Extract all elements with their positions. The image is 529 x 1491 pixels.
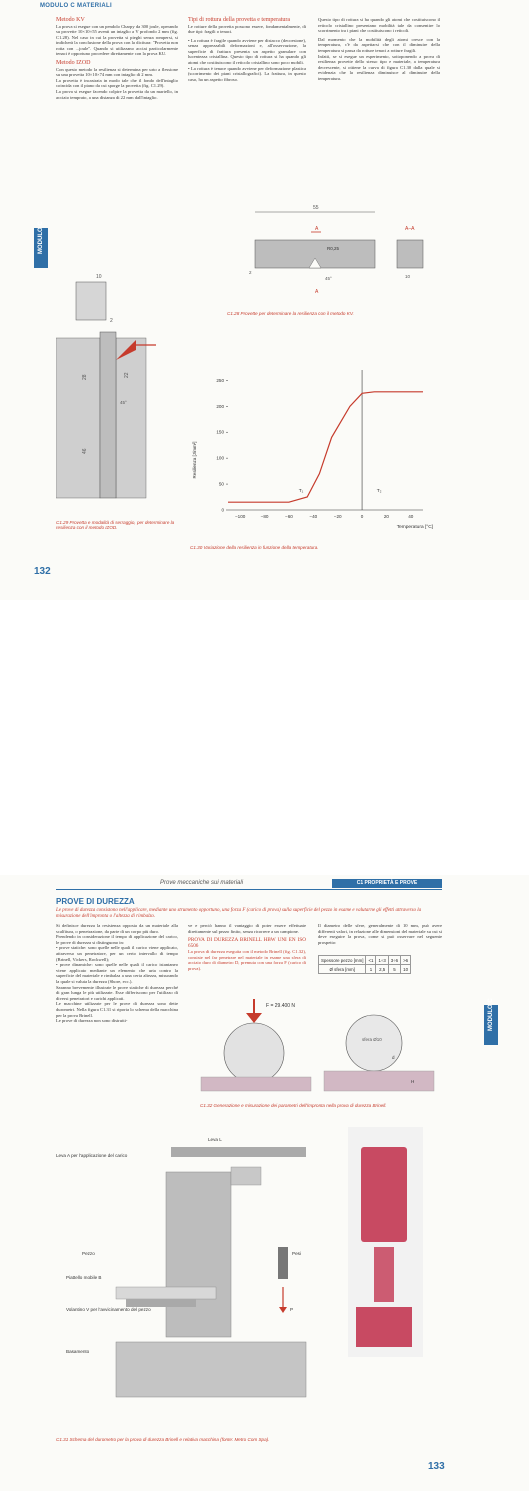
workpiece-right (324, 1071, 434, 1091)
izod-specimen (100, 332, 116, 498)
machine-photo (361, 1147, 407, 1242)
paragraph: Infatti, se si esegue un esperimento, sottoponendo a prova di resilienza provette dello stesso tipo e materiale, a temperatura decrescente, si ottiene la curva di figura C1.30 dalla quale si evidenzia che la resilienza diminuisce al diminuire della temperatura. (318, 53, 440, 81)
paragraph: Dal momento che la mobilità degli atomi cresce con la temperatura, c'è da aspettarsi che con il diminuire della temperatura si passa da rotture tenaci a rotture fragili. (318, 36, 440, 53)
dim-10: 10 (405, 274, 411, 279)
bullet-fragile: • La rottura è fragile quando avviene per distacco (decoesione), senza apprezzabili deformazioni e, all'osservazione, la superficie di frattura presenta un aspetto granulare con lucentezza cristallina. Questo tipo di rottura si ha quando gli atomi che costituiscono il reticolo cristallino sono poco mobili. (188, 37, 306, 66)
paragraph: La prova di durezza eseguita con il metodo Brinell (fig. C1.32), consiste nel far penetrare nel materiale in esame una sfera di acciaio duro di diametro D, premuta con una forza F (carico di prova). (188, 949, 306, 971)
caption-c1-32: C1.32 Generazione e misurazione dei parametri dell'impronta nella prova di durezza Brinell. (200, 1103, 387, 1108)
running-header: Prove meccaniche sui materiali (160, 880, 244, 886)
table-cell: >6 (401, 956, 411, 965)
label-p: P (290, 1307, 294, 1312)
figure-c1-32 (196, 995, 436, 1100)
y-tick-label: 150 (216, 429, 224, 435)
base (116, 1342, 306, 1397)
bullet-tenace: • La rottura è tenace quando avviene per deformazione plastica (scorrimento dei piani cristallografici). La frattura, in questo caso, ha un aspetto fibroso. (188, 65, 306, 82)
page-number: 133 (428, 1461, 445, 1472)
y-tick-label: 0 (221, 507, 224, 513)
side-tab: MODULO C (34, 228, 48, 268)
bullet-dinamiche: • prove dinamiche: sono quelle nelle quali il carico istantaneo viene applicato mediante un elemento che urta contro la superficie del materiale e rimbalza a una certa altezza, misurando la quale si valuta la durezza (Shore, ecc.). (56, 962, 178, 984)
dim-22: 22 (124, 372, 130, 378)
paragraph: Le rotture della provetta possono essere, fondamentalmente, di due tipi: fragili o tenaci. (188, 23, 306, 35)
paragraph: Il diametro delle sfere, generalmente di 10 mm, può avere differenti valori, in relazione alle dimensioni del materiale su cui si deve eseguire la prova, come si può osservare nel seguente prospetto: (318, 923, 442, 945)
dim-10: 10 (96, 274, 102, 280)
column-2 (188, 17, 306, 82)
figure-c1-30-chart (188, 360, 443, 535)
y-tick-label: 50 (218, 481, 224, 487)
dim-28: 28 (82, 374, 88, 380)
paragraph: Con questo metodo la resilienza si determina per urto a flessione su una provetta 10×10×74 mm con intaglio di 2 mm. (56, 66, 178, 78)
angle-45: 45° (120, 400, 127, 405)
column-1 (56, 17, 178, 100)
resilience-curve (228, 392, 423, 502)
y-tick-label: 250 (216, 377, 224, 383)
x-tick-label: −80 (260, 514, 269, 519)
caption-c1-28: C1.28 Provette per determinare la resilienza con il metodo KV. (227, 311, 354, 316)
ball-label: sfera Ø10 (362, 1037, 382, 1042)
label-piattello: Piattello mobile B (66, 1275, 102, 1280)
figure-c1-29 (56, 270, 186, 500)
intro-paragraph: Le prove di durezza consistono nell'applicare, mediante uno strumento opportuno, una forza F (carico di prova) sulla superficie del pezzo in esame e valutarne gli effetti attraverso la misurazione dell'impronta o l'altezza di rimbalzo. (56, 908, 422, 919)
ball-left (224, 1023, 284, 1083)
h-label: H (411, 1079, 415, 1084)
paragraph: Si definisce durezza la resistenza opposta da un materiale alla scalfitura, o penetrazione, da parte di un corpo più duro. (56, 923, 178, 934)
workpiece-left (201, 1077, 311, 1091)
page-number: 132 (34, 566, 51, 577)
heading-izod: Metodo IZOD (56, 60, 91, 67)
caption-c1-29: C1.29 Provetta e modalità di serraggio, per determinare la resilienza con il metodo IZOD. (56, 520, 175, 531)
heading-brinell: PROVA DI DUREZZA BRINELL HBW UNI EN ISO 6506 (188, 937, 306, 950)
y-axis-label: Resilienza [J/mm²] (192, 441, 197, 479)
workpiece (116, 1287, 216, 1299)
force-arrow (246, 1013, 262, 1023)
vise-jaw (56, 338, 100, 498)
caption-c1-31: C1.31 Schema del durometro per la prova di durezza Brinell e relativa macchina (fonte: Metro Com Spa). (56, 1437, 270, 1442)
table-cell: 2,5 (376, 965, 388, 974)
x-tick-label: −40 (309, 514, 318, 519)
label-basamento: Basamento (66, 1349, 90, 1354)
y-tick-label: 100 (216, 455, 224, 461)
table-cell: Ø sfera [mm] (319, 965, 366, 974)
section-a-bottom: A (315, 289, 319, 295)
machine-frame (166, 1172, 231, 1337)
column-2 (188, 923, 306, 972)
x-tick-label: −60 (285, 514, 293, 519)
x-tick-label: 20 (383, 514, 389, 519)
dim-2: 2 (110, 318, 113, 324)
label-leva-a: Leva A per l'applicazione del carico (56, 1153, 128, 1158)
table-cell: 10 (401, 965, 411, 974)
force-label: F = 29.400 N (266, 1003, 296, 1009)
table-row (319, 956, 411, 965)
y-tick-label: 200 (216, 403, 224, 409)
section-aa: A–A (405, 226, 415, 232)
label-leva-l: Leva L (208, 1137, 222, 1142)
label-volantino: Volantino V per l'avvicinamento del pezzo (66, 1307, 151, 1312)
paragraph: La prova si esegue facendo colpire la provetta da un martello, in acciaio temprato, a una distanza di 22 mm dall'intaglio. (56, 88, 178, 100)
paragraph: Questo tipo di rottura si ha quando gli atomi che costituiscono il reticolo cristallino presentano mobilità tale da consentire lo scorrimento tra i piani che costituiscono i reticoli. (318, 17, 440, 34)
label-pezzo: Pezzo (82, 1251, 95, 1256)
page-132 (0, 0, 529, 600)
dim-2: 2 (249, 270, 252, 275)
radius-label: R0,25 (327, 246, 340, 251)
table-cell: <1 (366, 956, 376, 965)
heading-rottura: Tipi di rottura della provetta e temperatura (188, 17, 291, 23)
x-axis-label: Temperatura [°C] (396, 525, 433, 530)
table-cell: 1 (366, 965, 376, 974)
paragraph: ve e perciò hanno il vantaggio di poter essere effettuate direttamente sul pezzo finito, senza ricorrere a un campione. (188, 923, 306, 934)
cross-section (397, 240, 423, 268)
running-header: MODULO C MATERIALI (40, 3, 112, 9)
table-cell: 1÷3 (376, 956, 388, 965)
column-3 (318, 923, 442, 945)
d-label: d (392, 1055, 395, 1060)
dim-55: 55 (313, 205, 319, 211)
weights (278, 1247, 288, 1279)
dim-46: 46 (82, 448, 88, 454)
x-tick-label: 0 (360, 514, 364, 519)
column-1 (56, 923, 178, 1024)
t2-label: T₂ (376, 488, 382, 494)
x-tick-label: −100 (235, 514, 246, 519)
paragraph: Le macchine utilizzate per le prove di durezza sono dette durometri. Nella figura C1.31 si riporta lo schema della macchina per la prova Brinell. (56, 1001, 178, 1018)
paragraph: Le prove di durezza non sono distrutti- (56, 1018, 128, 1024)
table-cell: 3÷6 (388, 956, 400, 965)
table-cell: 5 (388, 965, 400, 974)
paragraph: Saranno brevemente illustrate le prove statiche di durezza perché di gran lunga le più utilizzate. Esse differiscono per l'utilizzo di diversi penetratori e carichi applicati. (56, 984, 178, 1001)
table-row (319, 965, 411, 974)
t1-label: T₁ (298, 488, 304, 494)
paragraph: Prendendo in considerazione il tempo di applicazione del carico, le prove di durezza si distinguono in: (56, 934, 178, 945)
paragraph: La provetta è incastrata in modo tale che il fondo dell'intaglio coincida con il piano da cui sporge la provetta (fig. C1.29). (56, 77, 178, 89)
figure-c1-31 (56, 1127, 446, 1417)
page-133 (0, 875, 529, 1491)
x-tick-label: −20 (333, 514, 342, 519)
section-title: PROVE DI DUREZZA (56, 897, 135, 906)
section-a: A (315, 226, 319, 232)
section-badge: C1 PROPRIETÀ E PROVE (332, 879, 442, 888)
label-pesi: Pesi (292, 1251, 301, 1256)
column-3 (318, 17, 440, 82)
figure-c1-28 (225, 198, 445, 318)
x-tick-label: 40 (408, 514, 414, 519)
ball-right (346, 1015, 402, 1071)
table-cell: Spessore pezzo [mm] (319, 956, 366, 965)
sphere-table (318, 955, 411, 974)
bullet-statiche: • prove statiche: sono quelle nelle quali il carico viene applicato, attraverso un penetratore, per un certo intervallo di tempo (Brinell, Vickers, Rockwell); (56, 945, 178, 962)
side-tab: MODULO C (484, 1005, 498, 1045)
caption-c1-30: C1.30 Variazione della resilienza in funzione della temperatura. (190, 545, 319, 550)
heading-kv: Metodo KV (56, 17, 85, 23)
paragraph: La prova si esegue con un pendolo Charpy da 300 joule, operando su provette 10×10×55 aventi un intaglio a V profondo 2 mm (fig. C1.28). Nel caso in cui la provetta si pieghi senza rompersi, si indicherà la conclusione della prova con la dicitura: "Provetta non rotta con ...joule". Quando si utilizzano acciai particolarmente tenaci è opportuno procedere direttamente con la prova KU. (56, 23, 178, 57)
angle-45: 45° (325, 276, 332, 281)
